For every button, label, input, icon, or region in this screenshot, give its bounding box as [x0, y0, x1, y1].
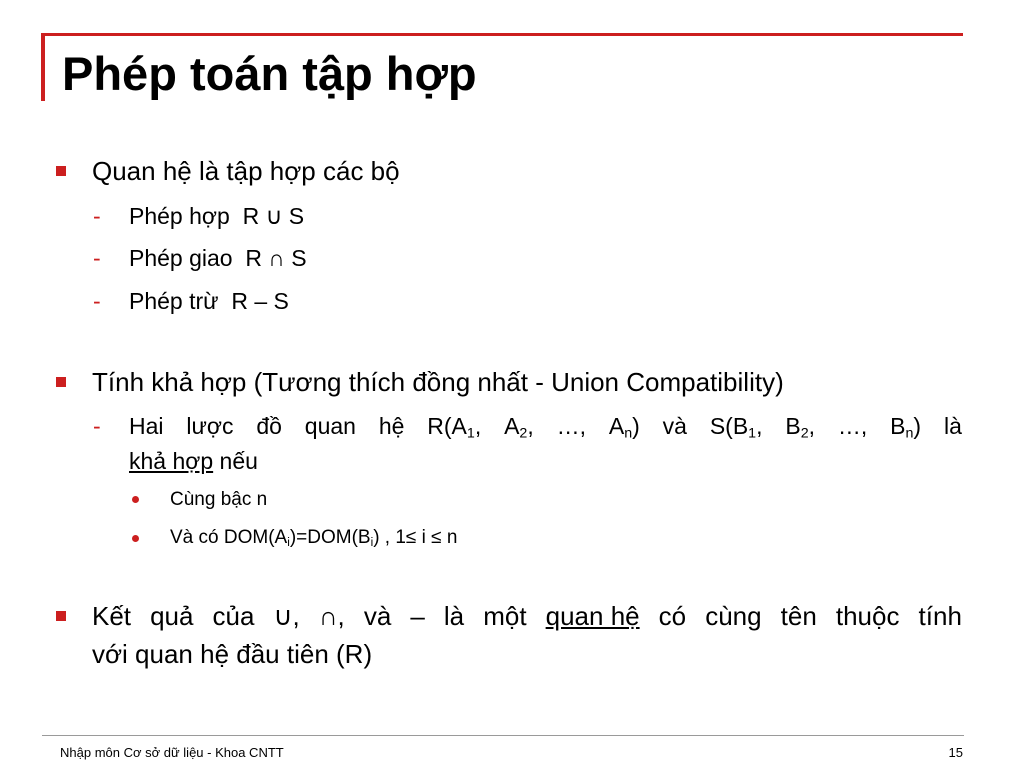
close-paren: ) [913, 413, 922, 439]
ellipsis: …, [556, 413, 586, 439]
relation-s-second-attr [785, 411, 815, 441]
separator: , [474, 413, 482, 439]
relation-term: quan hệ [545, 601, 640, 631]
slide-title: Phép toán tập hợp [62, 47, 477, 100]
square-bullet-icon [56, 166, 66, 176]
intersection-label: Phép giao [129, 245, 233, 271]
compatible-suffix: nếu [213, 448, 258, 474]
union-item [129, 201, 304, 231]
difference-label: Phép trừ [129, 288, 219, 314]
attr-name: B [890, 413, 906, 439]
word: cùng [705, 601, 762, 631]
relation-r-first-attr [427, 411, 481, 441]
square-bullet-icon [56, 611, 66, 621]
word: thuộc [835, 601, 900, 631]
dash-bullet-icon: - [93, 413, 101, 439]
intersection-item [129, 243, 307, 273]
subscript: 1 [466, 425, 475, 442]
word: tính [918, 601, 962, 631]
title-rule-top [41, 33, 963, 36]
word: quả [150, 601, 194, 631]
difference-item [129, 286, 289, 316]
condition-same-degree: Cùng bậc n [170, 489, 268, 510]
domain-range: ) , 1≤ i ≤ n [373, 527, 458, 548]
difference-symbol: – [410, 601, 425, 631]
difference-expr: R – S [231, 288, 289, 314]
word: của [212, 601, 255, 631]
union-expr: R ∪ S [242, 203, 305, 229]
footer-course: Nhập môn Cơ sở dữ liệu - Khoa CNTT [60, 745, 284, 760]
compatibility-definition-line1 [129, 411, 962, 441]
word: đồ [256, 413, 282, 439]
subscript: n [905, 425, 914, 442]
dot-bullet-icon [132, 496, 139, 503]
word: lược [186, 413, 234, 439]
footer-rule [42, 735, 964, 736]
result-statement-line2: với quan hệ đầu tiên (R) [92, 639, 373, 669]
intersection-expr: R ∩ S [245, 245, 307, 271]
relation-r-open: R(A [427, 413, 467, 439]
ellipsis: …, [837, 413, 868, 439]
intersection-symbol: ∩, [318, 601, 345, 631]
section2-text: Tính khả hợp (Tương thích đồng nhất - Union Compatibility) [92, 367, 784, 397]
separator: , [527, 413, 534, 439]
separator: , [756, 413, 763, 439]
subscript: 2 [519, 425, 528, 442]
compatibility-definition-line2 [129, 446, 258, 476]
close-paren: ) [632, 413, 640, 439]
square-bullet-icon [56, 377, 66, 387]
dash-bullet-icon: - [93, 245, 101, 271]
subscript: n [624, 425, 633, 442]
relation-s-first-attr [710, 411, 763, 441]
union-symbol: ∪, [273, 601, 300, 631]
word: Kết [92, 601, 132, 631]
relation-s-open: S(B [709, 413, 749, 439]
relation-r-second-attr [504, 411, 534, 441]
word: là [443, 601, 465, 631]
word: là [943, 413, 962, 439]
word: tên [780, 601, 817, 631]
title-rule-left [41, 33, 45, 101]
word: một [483, 601, 527, 631]
condition-same-domain [170, 525, 457, 551]
compatible-term: khả hợp [129, 448, 214, 474]
section1-text: Quan hệ là tập hợp các bộ [92, 156, 400, 186]
attr-name: A [504, 413, 520, 439]
union-label: Phép hợp [129, 203, 230, 229]
result-statement-line1 [92, 599, 962, 633]
word: hệ [378, 413, 405, 439]
subscript: i [370, 535, 374, 549]
word: Hai [129, 413, 164, 439]
relation-s-last-attr [890, 411, 921, 441]
attr-name: A [608, 413, 625, 439]
page-number: 15 [948, 745, 963, 760]
attr-name: B [785, 413, 801, 439]
subscript: 1 [748, 425, 757, 442]
domain-text-b: )=DOM(B [289, 527, 371, 548]
dash-bullet-icon: - [93, 288, 101, 314]
subscript: i [287, 535, 290, 549]
domain-text-a: Và có DOM(A [170, 527, 288, 548]
subscript: 2 [800, 425, 809, 442]
separator: , [808, 413, 816, 439]
dash-bullet-icon: - [93, 203, 101, 229]
word: và [363, 601, 392, 631]
dot-bullet-icon [132, 535, 139, 542]
word: và [662, 413, 687, 439]
word: có [658, 601, 687, 631]
relation-r-last-attr [609, 411, 640, 441]
word: quan [304, 413, 356, 439]
